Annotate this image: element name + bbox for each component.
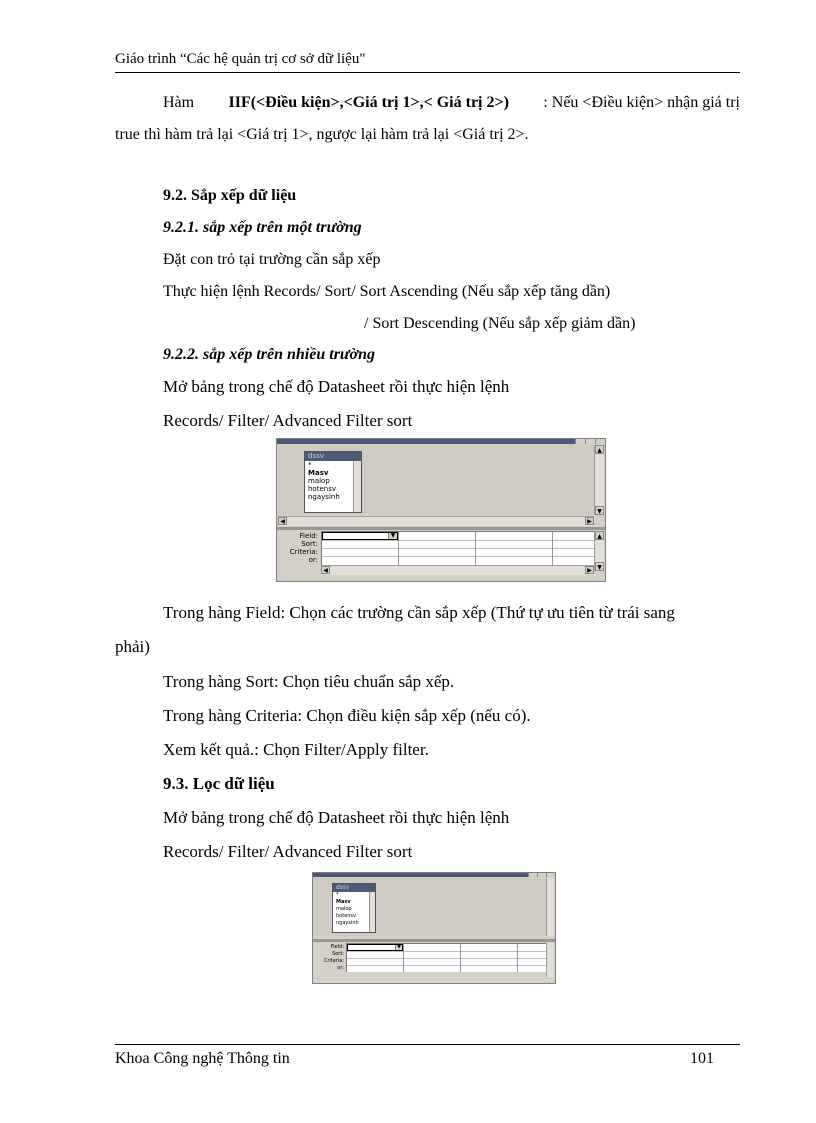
field-combo[interactable] [322,532,398,540]
page-header: Giáo trình “Các hệ quản trị cơ sở dữ liệu" [115,51,366,67]
scroll-up-arrow-icon[interactable]: ▲ [595,445,604,454]
field-list [332,883,376,933]
iif-syntax: IIF(<Điều kiện>,<Giá trị 1>,< Giá trị 2>) [228,94,509,111]
field-list-title: dssv [333,884,375,892]
s921-line1: Đặt con trỏ tại trường cần sắp xếp [163,251,381,268]
grid-cells[interactable] [346,943,546,972]
design-grid [278,531,594,574]
close-button[interactable] [595,439,605,444]
grid-vertical-scrollbar[interactable] [546,943,554,977]
grid-row-labels [314,944,344,972]
field-list-item[interactable]: Masv [308,469,329,477]
s922-line1: Mở bảng trong chế độ Datasheet rồi thực hiện lệnh [163,377,510,396]
grid-column [475,532,553,566]
row-label-sort: Sort: [332,951,344,957]
close-button[interactable] [546,873,555,877]
scroll-down-arrow-icon[interactable]: ▼ [595,506,604,515]
sort-row-line: Trong hàng Sort: Chọn tiêu chuẩn sắp xếp. [163,672,455,691]
row-label-sort: Sort: [301,540,318,548]
window-title-bar [277,439,605,444]
pane-splitter[interactable] [313,939,555,942]
design-grid [314,943,546,977]
scroll-up-arrow-icon[interactable]: ▲ [595,531,604,540]
iif-paragraph-line1 [163,94,740,112]
field-list-scrollbar[interactable] [353,461,361,512]
grid-vertical-scrollbar[interactable] [594,531,604,571]
footer-rule [115,1044,740,1045]
field-row-line [163,603,740,623]
dropdown-arrow-icon[interactable]: ▼ [388,533,397,539]
scroll-down-arrow-icon[interactable]: ▼ [595,562,604,571]
scroll-right-arrow-icon[interactable]: ▶ [585,517,594,525]
page-number: 101 [690,1050,714,1067]
section-9-3-heading: 9.3. Lọc dữ liệu [163,774,275,793]
row-label-criteria: Criteria: [323,958,344,964]
grid-column [460,944,518,972]
grid-horizontal-scrollbar[interactable] [321,565,594,575]
minimize-button[interactable] [528,873,537,877]
advanced-filter-window-2 [312,872,556,984]
maximize-button[interactable] [537,873,546,877]
minimize-button[interactable] [575,439,585,444]
field-row-text: Trong hàng Field: Chọn các trường cần sắp xếp (Thứ tự ưu tiên từ trái sang [163,603,675,622]
upper-horizontal-scrollbar[interactable] [278,516,594,526]
iif-lead: Hàm [163,94,195,111]
section-9-2-2-heading: 9.2.2. sắp xếp trên nhiều trường [163,346,375,363]
advanced-filter-window [276,438,606,582]
s922-line2: Records/ Filter/ Advanced Filter sort [163,411,413,430]
iif-rest: : Nếu <Điều kiện> nhận giá trị [543,94,740,111]
footer-left: Khoa Công nghệ Thông tin [115,1050,290,1067]
field-list-title: dssv [305,452,361,461]
grid-row-labels [278,532,318,564]
scroll-left-arrow-icon[interactable]: ◀ [278,517,287,525]
scroll-right-arrow-icon[interactable]: ▶ [585,566,594,574]
field-combo[interactable] [347,944,403,951]
dropdown-arrow-icon[interactable]: ▼ [395,945,402,950]
grid-column [398,532,476,566]
field-list-item[interactable]: malop [308,477,330,485]
field-list-item[interactable]: * [336,892,339,898]
table-pane [278,445,594,515]
upper-vertical-scrollbar[interactable] [546,878,554,936]
row-label-field: Field: [299,532,318,540]
result-line: Xem kết quả.: Chọn Filter/Apply filter. [163,740,429,759]
scroll-left-arrow-icon[interactable]: ◀ [321,566,330,574]
field-list-item[interactable]: * [308,461,312,469]
upper-vertical-scrollbar[interactable] [594,445,604,515]
field-list [304,451,362,513]
header-rule [115,72,740,73]
s93-line1: Mở bảng trong chế độ Datasheet rồi thực hiện lệnh [163,808,510,827]
field-list-item[interactable]: ngaysinh [308,493,340,501]
field-list-item[interactable]: ngaysinh [336,920,359,926]
criteria-row-line: Trong hàng Criteria: Chọn điều kiện sắp xếp (nếu có). [163,706,531,725]
iif-paragraph-line2: true thì hàm trả lại <Giá trị 1>, ngược lại hàm trả lại <Giá trị 2>. [115,126,529,143]
field-row-line-cont: phải) [115,637,150,656]
field-list-item[interactable]: hotensv [308,485,336,493]
s93-line2: Records/ Filter/ Advanced Filter sort [163,842,413,861]
window-title-bar [313,873,555,877]
s921-line2: Thực hiện lệnh Records/ Sort/ Sort Ascending (Nếu sắp xếp tăng dần) [163,283,611,300]
row-label-or: or: [308,556,318,564]
pane-splitter[interactable] [277,527,605,530]
grid-cells[interactable] [321,531,594,566]
field-list-scrollbar[interactable] [369,892,375,932]
row-label-field: Field: [330,944,344,950]
grid-column [403,944,461,972]
row-label-criteria: Criteria: [289,548,318,556]
maximize-button[interactable] [585,439,595,444]
field-list-item[interactable]: malop [336,906,352,912]
section-9-2-heading: 9.2. Sắp xếp dữ liệu [163,187,297,204]
table-pane [314,878,546,936]
field-list-item[interactable]: Masv [336,899,351,905]
section-9-2-1-heading: 9.2.1. sắp xếp trên một trường [163,219,362,236]
field-list-item[interactable]: hotensv [336,913,356,919]
row-label-or: or: [337,965,344,971]
s921-line3: / Sort Descending (Nếu sắp xếp giảm dần) [364,315,636,332]
